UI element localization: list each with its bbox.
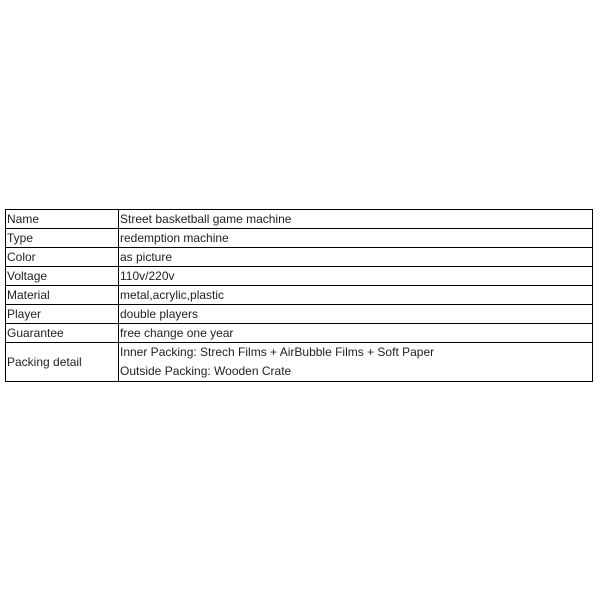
row-label: Material	[6, 286, 119, 305]
packing-value	[119, 343, 593, 382]
row-label: Voltage	[6, 267, 119, 286]
inner-packing-line: Inner Packing: Strech Films + AirBubble Films + Soft Paper	[120, 345, 435, 359]
row-value: as picture	[119, 248, 593, 267]
row-value: Street basketball game machine	[119, 210, 593, 229]
table-row	[6, 324, 593, 343]
row-label: Guarantee	[6, 324, 119, 343]
row-label: Color	[6, 248, 119, 267]
outside-packing-line: Outside Packing: Wooden Crate	[120, 364, 292, 378]
table-row	[6, 286, 593, 305]
packing-label: Packing detail	[6, 343, 119, 382]
table-row-packing	[6, 343, 593, 382]
row-label: Type	[6, 229, 119, 248]
table-row	[6, 210, 593, 229]
table-row	[6, 229, 593, 248]
row-value: redemption machine	[119, 229, 593, 248]
row-value: double players	[119, 305, 593, 324]
row-value: 110v/220v	[119, 267, 593, 286]
row-label: Player	[6, 305, 119, 324]
row-value: free change one year	[119, 324, 593, 343]
table-row	[6, 267, 593, 286]
row-value: metal,acrylic,plastic	[119, 286, 593, 305]
product-spec-table	[5, 209, 593, 382]
table-row	[6, 248, 593, 267]
row-label: Name	[6, 210, 119, 229]
table-row	[6, 305, 593, 324]
